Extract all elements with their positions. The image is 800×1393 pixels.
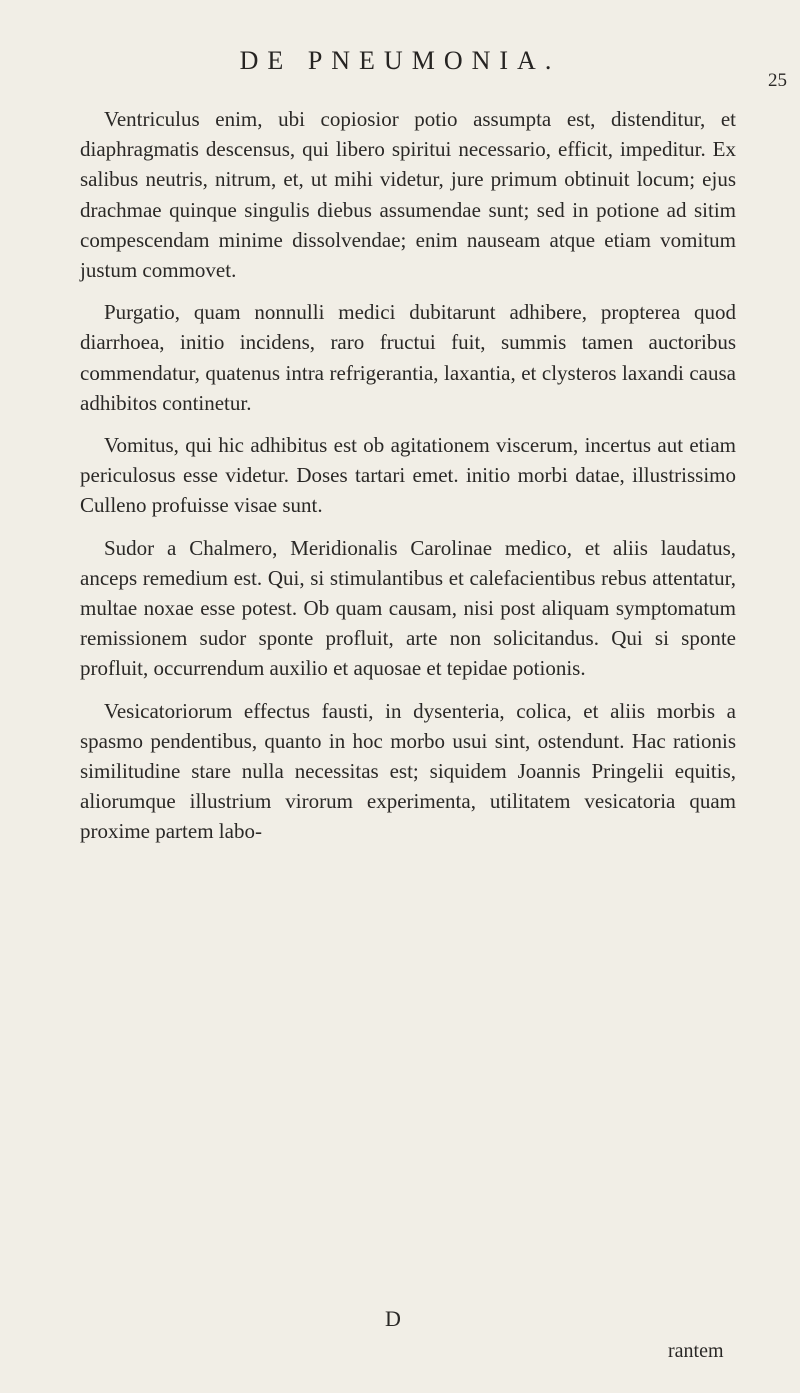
paragraph-sudor: Sudor a Chalmero, Meridionalis Carolinae medico, et aliis laudatus, anceps remedium est. Qui, si stimulantibus et calefacientibus rebus attentatur, multae noxae esse potest. Ob quam causam, nisi post aliquam symptomatum remissionem sudor sponte profluit, arte non solicitandus. Qui si sponte profluit, occurrendum auxilio et aquosae et tepidae potionis.: [80, 535, 736, 681]
paragraph-ventriculus: Ventriculus enim, ubi copiosior potio assumpta est, distenditur, et diaphragmatis descensus, qui libero spiritui necessario, efficit, impeditur. Ex salibus neutris, nitrum, et, ut mihi videtur, jure primum obtinuit locum; ejus drachmae quinque singulis diebus assumendae sunt; sed in potione ad sitim compescendam minime dissolvendae; enim nauseam atque etiam vomitum justum commovet.: [80, 107, 736, 283]
signature-mark: D: [385, 1306, 401, 1331]
body-text: [80, 104, 736, 859]
catchword: rantem: [668, 1340, 724, 1362]
paragraph-purgatio: Purgatio, quam nonnulli medici dubitarunt adhibere, propterea quod diarrhoea, initio incidens, raro fructui fuit, summis tamen auctoribus commendatur, quatenus intra refrigerantia, laxantia, et clysteros laxandi causa adhibitos continetur.: [80, 300, 736, 415]
running-head: DE PNEUMONIA.: [239, 46, 561, 75]
paragraph-vesicatoria: Vesicatoriorum effectus fausti, in dysenteria, colica, et aliis morbis a spasmo pendentibus, quanto in hoc morbo usui sint, ostendunt. Hac rationis similitudine stare nulla necessitas est; siquidem Joannis Pringelii equitis, aliorumque illustrium virorum experimenta, utilitatem vesicatoria quam proxime partem labo-: [80, 698, 736, 844]
paragraph-vomitus: Vomitus, qui hic adhibitus est ob agitationem viscerum, incertus aut etiam periculosus esse videtur. Doses tartari emet. initio morbi datae, illustrissimo Culleno profuisse visae sunt.: [80, 433, 736, 518]
page-number: 25: [768, 70, 787, 91]
